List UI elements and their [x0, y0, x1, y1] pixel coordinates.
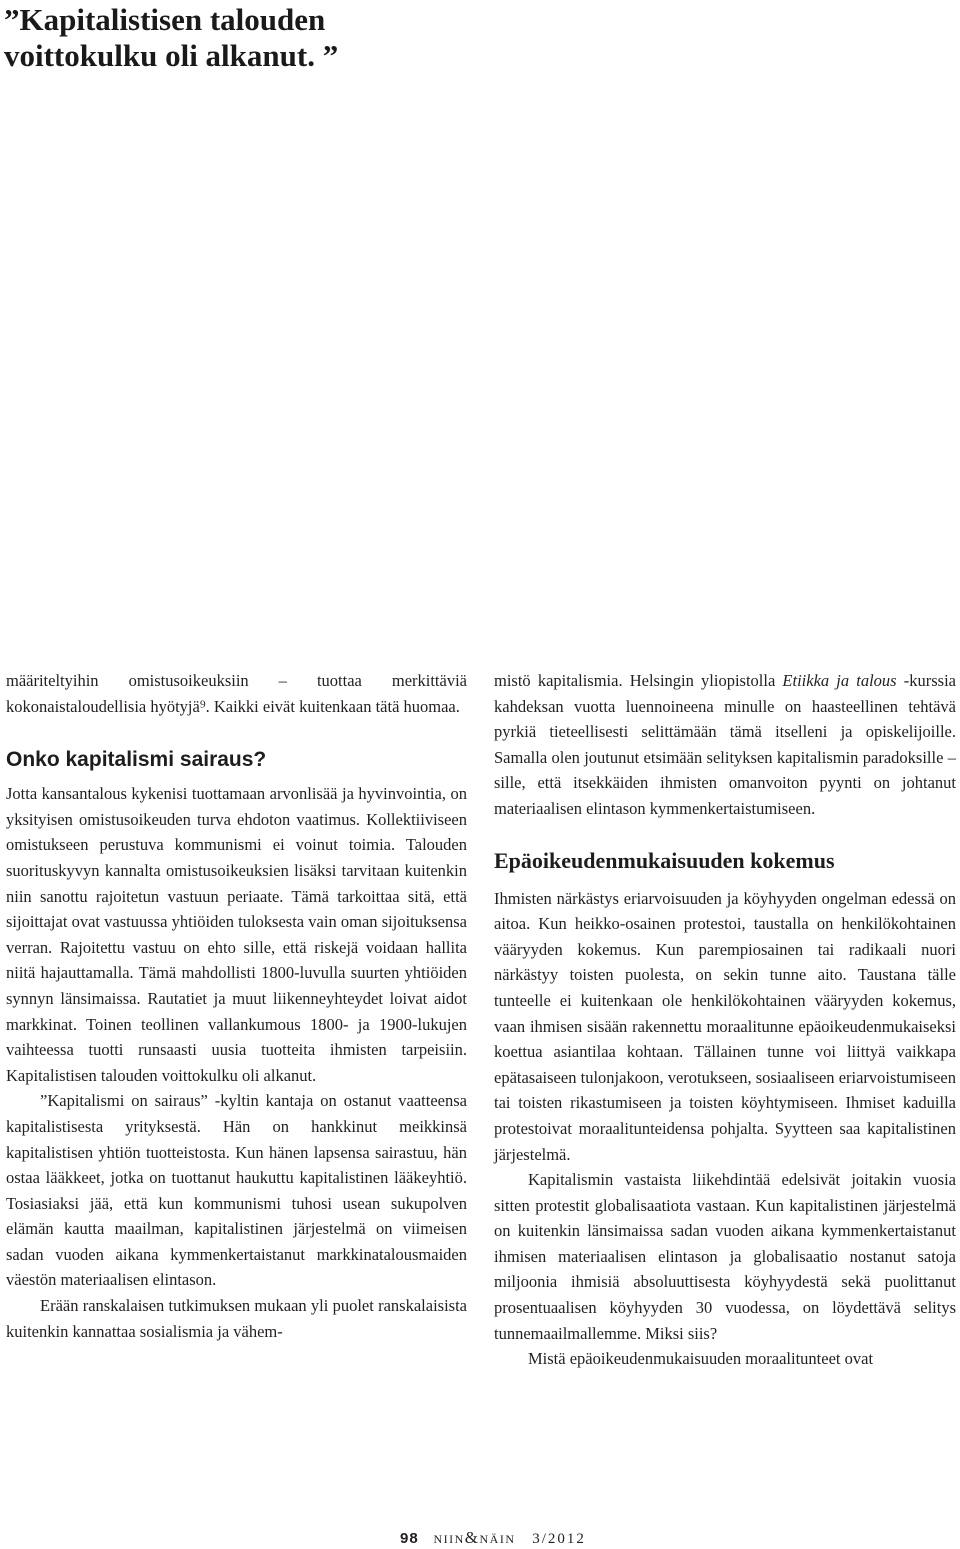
left-paragraph-2: ”Kapitalismi on sairaus” -kyltin kantaja on ostanut vaatteensa kapitalistisesta yrityksestä. Hän on hankkinut meikkinsä kapitalistisen yhtiön tuotteistosta. Kun hänen lapsensa sairastuu, hän ostaa lääkkeet, jotka on tuottanut haukuttu kapitalistinen lääkeyhtiö. Tosiasiaksi jää, että kun kommunismi tuhosi usean sukupolven elämän kautta maailman, kapitalistinen järjestelmä on viimeisen sadan vuoden aikana kymmenkertaistanut markkinatalousmaiden väestön materiaalisen elintason. — [6, 1091, 467, 1290]
left-paragraph-1: Jotta kansantalous kykenisi tuottamaan arvonlisää ja hyvinvointia, on yksityisen omistusoikeuden turva ehdoton vaatimus. Kollektiiviseen omistukseen perustuva kommunismi ei voinut toimia. Talouden suorituskyvyn kannalta omistusoikeuksien lisäksi tarvitaan kuitenkin niin sanottu rajoitetun vastuun periaate. Tämä tarkoittaa sitä, että sijoittajat ovat vastuussa yhtiöiden tuloksesta vain oman sijoituksensa verran. Rajoitettu vastuu on ehto sille, että riskejä voidaan hallita niitä hajauttamalla. Tämä mahdollisti 1800-luvulla suurten yhtiöiden synnyn länsimaissa. Rautatiet ja muut liikenneyhteydet loivat aidot markkinat. Toinen teollinen vallankumous 1800- ja 1900-lukujen vaihteessa tuotti runsaasti uusia tuotteita ihmisten tarpeisiin. Kapitalistisen talouden voittokulku oli alkanut. — [6, 784, 467, 1085]
pull-quote-line-1: ”Kapitalistisen talouden — [4, 2, 326, 37]
section-heading-sickness: Onko kapitalismi sairaus? — [6, 748, 267, 772]
left-paragraph-continuation: määriteltyihin omistusoikeuksiin – tuottaa merkittäviä kokonaistaloudellisia hyötyjä⁹. Kaikki eivät kuitenkaan tätä huomaa. — [6, 671, 467, 716]
course-name: Etiikka ja talous — [782, 671, 897, 690]
issue-number: 3/2012 — [532, 1531, 586, 1547]
left-column — [6, 668, 467, 1344]
pull-quote-line-2: voittokulku oli alkanut. ” — [4, 38, 339, 73]
section-heading-injustice: Epäoikeudenmukaisuuden kokemus — [494, 847, 835, 873]
page-footer — [400, 1528, 586, 1548]
right-text-a: mistö kapitalismia. Helsingin yliopistolla — [494, 671, 783, 690]
right-paragraph-1: Ihmisten närkästys eriarvoisuuden ja köyhyyden ongelman edessä on aitoa. Kun heikko-osainen protestoi, taustalla on henkilökohtainen vääryyden kokemus. Kun parempiosainen tai radikaali nuori närkästyy toisten puolesta, on sekin tunne aito. Taustana tälle tunteelle ei kuitenkaan ole henkilökohtainen vääryyden kokemus, vaan ihmisen sisään rakennettu moraalitunne epäoikeudenmukaiseksi koettua asiantilaa kohtaan. Tällainen tunne voi liittyä vaikkapa epätasaiseen tulonjakoon, verotukseen, sosiaaliseen eriarvoistumiseen tai toisten rikastumiseen ja toisten köyhtymiseen. Ihmiset kaduilla protestoivat moraalitunteidensa pohjalta. Syytteen saa kapitalistinen järjestelmä. — [494, 888, 956, 1164]
pull-quote — [4, 2, 524, 74]
right-paragraph-3: Mistä epäoikeudenmukaisuuden moraalitunteet ovat — [528, 1349, 874, 1369]
right-paragraph-2: Kapitalismin vastaista liikehdintää edelsivät joitakin vuosia sitten protestit globalisaatiota vastaan. Kun kapitalistinen järjestelmä on kuitenkin länsimaissa sadan vuoden aikana kymmenkertaistanut ihmisen materiaalisen elintason ja globalisaatio nostanut satoja miljoonia ihmisiä absoluuttisesta köyhyydestä sekä puolittanut prosentuaalisen köyhyyden 30 vuodessa, on löydettävä selitys tunnemaailmallemme. Miksi siis? — [494, 1170, 956, 1343]
right-column — [494, 668, 956, 1372]
right-text-b: -kurssia kahdeksan vuotta luennoineena minulle on haasteellinen tehtävä pyrkiä tieteellisesti selittämään tämä itselleni ja opiskelijoille. Samalla olen joutunut etsimään selityksen kapitalismin paradoksille – sille, että itsekkäiden ihmisten omanvoiton pyynti on johtanut materiaalisen elintason kymmenkertaistumiseen. — [494, 671, 956, 818]
magazine-name: niin&näin — [433, 1528, 516, 1547]
page-number: 98 — [400, 1530, 419, 1547]
left-paragraph-3: Erään ranskalaisen tutkimuksen mukaan yli puolet ranskalaisista kuitenkin kannattaa sosialismia ja vähem- — [6, 1296, 467, 1341]
right-paragraph-continuation — [494, 668, 956, 822]
